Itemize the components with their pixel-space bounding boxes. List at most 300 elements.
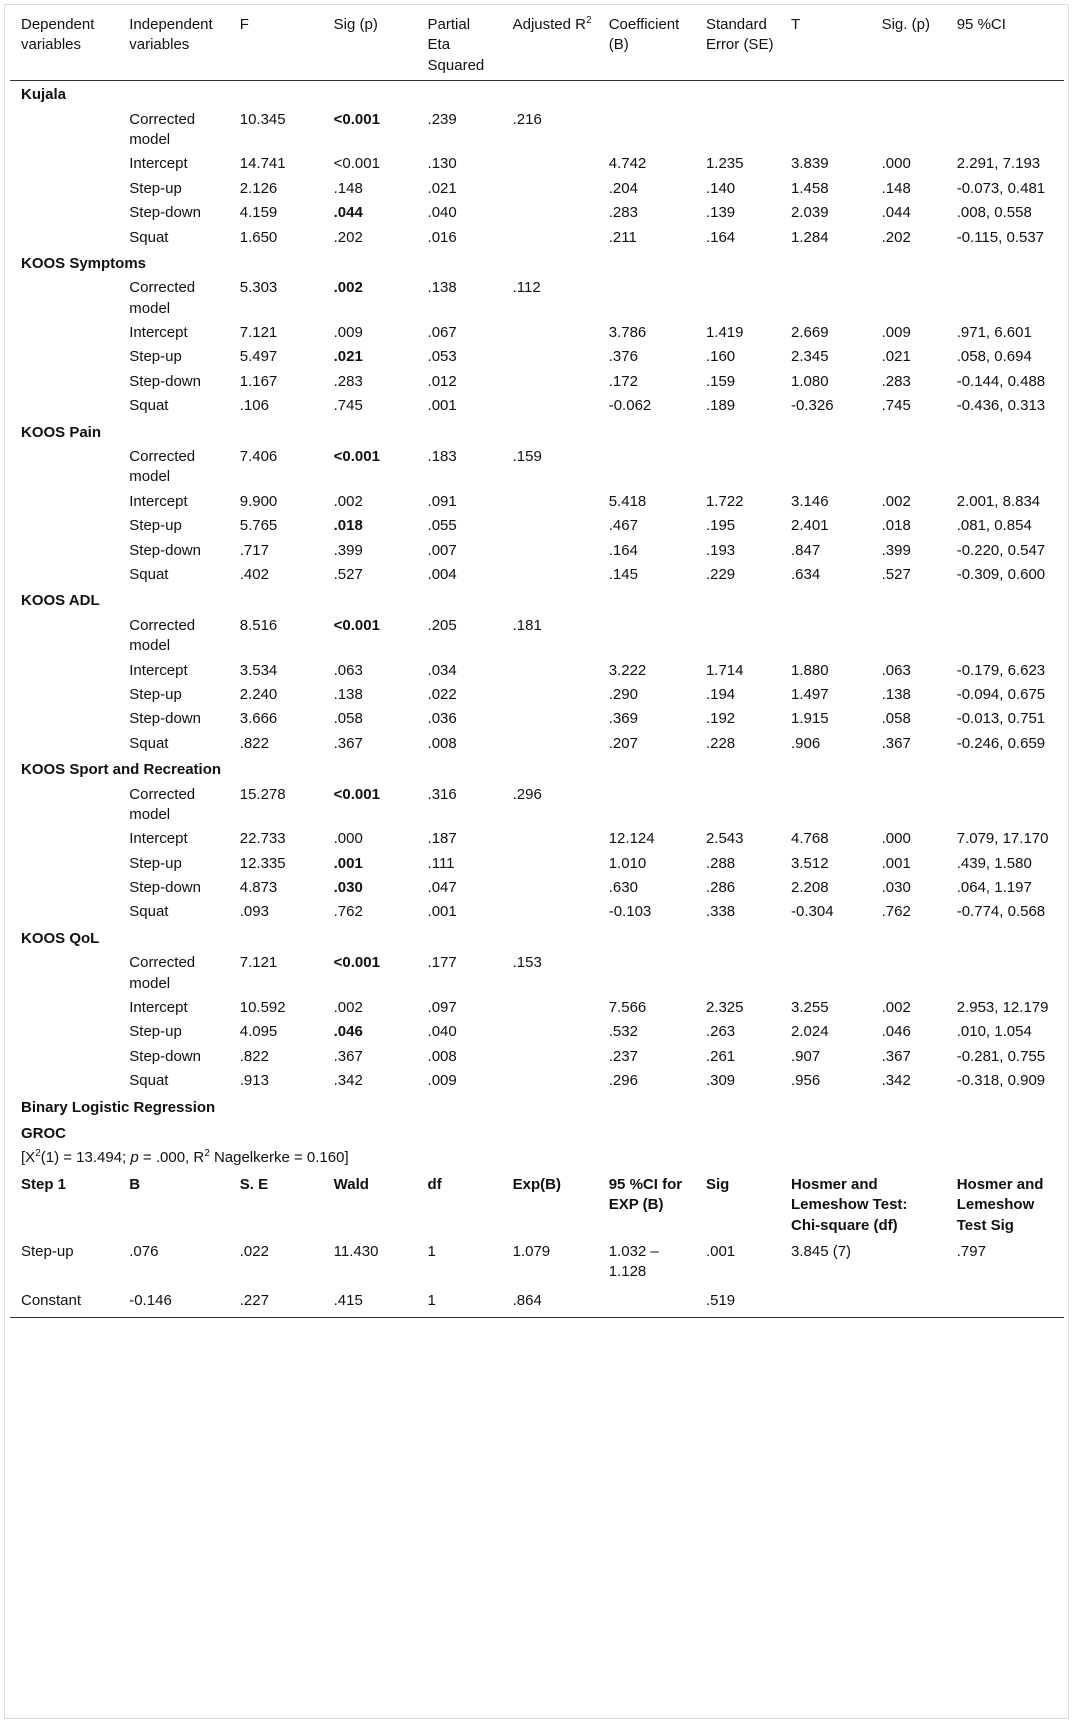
standard-error-cell	[695, 614, 780, 659]
table-row	[10, 490, 1064, 514]
adjusted-r2-cell: .159	[512, 448, 542, 466]
f-cell: 2.240	[239, 685, 278, 703]
logistic-se-cell: .022	[239, 1242, 269, 1260]
sig-cell	[871, 276, 946, 321]
ci-cell	[946, 108, 1064, 153]
logistic-se-cell: .227	[229, 1287, 323, 1318]
logistic-row	[10, 1287, 1064, 1318]
dependent-variable-cell	[10, 1069, 118, 1093]
f-cell: 5.765	[239, 517, 278, 535]
partial-eta-cell: .036	[427, 710, 457, 728]
adjusted-r2-cell: .112	[512, 279, 541, 297]
coefficient-cell	[598, 108, 695, 153]
coefficient-cell: 5.418	[608, 492, 647, 510]
coefficient-cell: .467	[608, 517, 638, 535]
partial-eta-cell: .040	[427, 204, 457, 222]
adjusted-r2-cell	[502, 177, 598, 201]
independent-variable-cell: Step-down	[129, 1047, 201, 1065]
sig-p-bold: <0.001	[333, 110, 380, 128]
partial-eta-cell: .034	[427, 661, 457, 679]
logistic-stats-row	[10, 1146, 1064, 1170]
ci-cell: .439, 1.580	[956, 854, 1032, 872]
section-title: KOOS Sport and Recreation	[21, 761, 222, 779]
t-cell	[780, 783, 871, 828]
sig-p-cell: .745	[333, 397, 363, 415]
logistic-header-hl-sig: Hosmer and Lemeshow Test Sig	[956, 1175, 1044, 1234]
table-row	[10, 827, 1064, 851]
t-cell: 1.080	[791, 372, 829, 390]
partial-eta-cell: .008	[427, 1047, 457, 1065]
f-cell: .822	[239, 734, 269, 752]
logistic-header-wald: Wald	[333, 1175, 369, 1193]
sig-p-cell	[323, 614, 417, 659]
sig-p-cell	[323, 108, 417, 153]
header-coefficient: Coefficient (B)	[598, 10, 695, 81]
independent-variable-cell: Intercept	[129, 492, 188, 510]
standard-error-cell: .195	[705, 517, 736, 535]
r-superscript: 2	[204, 1148, 210, 1160]
standard-error-cell: .229	[705, 565, 736, 583]
logistic-header-ci-exp-b: 95 %CI for EXP (B)	[608, 1175, 683, 1214]
independent-variable-cell: Squat	[129, 734, 169, 752]
standard-error-cell: .140	[705, 179, 736, 197]
coefficient-cell: .207	[608, 734, 638, 752]
chi-prefix: [X	[21, 1149, 36, 1167]
adjusted-r2-cell	[502, 1045, 598, 1069]
ci-cell: -0.013, 0.751	[956, 710, 1046, 728]
independent-variable-cell: Step-up	[129, 348, 182, 366]
table-row	[10, 201, 1064, 225]
dependent-variable-cell	[10, 659, 118, 683]
adjusted-r2-cell: .153	[512, 954, 542, 972]
dependent-variable-cell	[10, 996, 118, 1020]
ci-cell: -0.309, 0.600	[956, 565, 1046, 583]
partial-eta-cell: .001	[427, 397, 457, 415]
sig-cell: .044	[881, 204, 911, 222]
standard-error-cell	[695, 783, 780, 828]
standard-error-cell: 2.543	[705, 830, 744, 848]
partial-eta-cell: .008	[427, 734, 457, 752]
sig-p-bold: <0.001	[333, 785, 380, 803]
table-row	[10, 152, 1064, 176]
coefficient-cell: .237	[608, 1047, 638, 1065]
section-header-row	[10, 250, 1064, 276]
sig-p-cell: .367	[333, 734, 363, 752]
ci-cell: -0.774, 0.568	[956, 903, 1046, 921]
partial-eta-cell: .177	[427, 954, 457, 972]
sig-cell	[871, 951, 946, 996]
table-row	[10, 345, 1064, 369]
t-cell: 1.497	[791, 685, 829, 703]
t-cell	[780, 614, 871, 659]
adjusted-r2-cell	[502, 852, 598, 876]
ci-cell: .008, 0.558	[956, 204, 1032, 222]
header-adjusted-r2	[502, 10, 598, 81]
table-row	[10, 951, 1064, 996]
standard-error-cell: .164	[705, 228, 736, 246]
standard-error-cell: .193	[705, 541, 736, 559]
dependent-variable-cell	[10, 514, 118, 538]
partial-eta-cell: .004	[427, 565, 457, 583]
adjusted-r2-cell	[502, 659, 598, 683]
sig-p-cell	[323, 1020, 417, 1044]
sig-cell: .745	[881, 397, 911, 415]
sig-p-cell: .342	[333, 1072, 363, 1090]
f-cell: 1.650	[239, 228, 278, 246]
table-row	[10, 1020, 1064, 1044]
table-row	[10, 514, 1064, 538]
partial-eta-cell: .021	[427, 179, 457, 197]
f-cell: 3.534	[239, 661, 278, 679]
sig-p-cell: .762	[333, 903, 363, 921]
independent-variable-cell: Corrected model	[129, 616, 196, 655]
f-cell: 2.126	[239, 179, 278, 197]
table-row	[10, 732, 1064, 756]
t-cell: 4.768	[791, 830, 829, 848]
t-cell: 3.839	[791, 155, 829, 173]
table-row	[10, 852, 1064, 876]
ci-cell: 2.953, 12.179	[956, 999, 1049, 1017]
t-cell: -0.326	[791, 397, 834, 415]
f-cell: 4.095	[239, 1023, 278, 1041]
p-italic: p	[130, 1149, 139, 1167]
partial-eta-cell: .022	[427, 685, 457, 703]
f-cell: 12.335	[239, 854, 286, 872]
ci-cell	[946, 614, 1064, 659]
sig-p-cell	[323, 876, 417, 900]
partial-eta-cell: .016	[427, 228, 457, 246]
sig-cell: .030	[881, 879, 911, 897]
dependent-variable-cell	[10, 490, 118, 514]
r-rest: Nagelkerke = 0.160]	[209, 1149, 349, 1167]
standard-error-cell	[695, 108, 780, 153]
adjusted-r2-cell	[502, 321, 598, 345]
partial-eta-cell: .097	[427, 999, 457, 1017]
chi-superscript: 2	[35, 1148, 41, 1160]
table-row	[10, 445, 1064, 490]
partial-eta-cell: .055	[427, 517, 457, 535]
coefficient-cell	[598, 614, 695, 659]
ci-cell: .010, 1.054	[956, 1023, 1032, 1041]
ci-cell: 7.079, 17.170	[956, 830, 1049, 848]
adjusted-r2-cell	[502, 345, 598, 369]
logistic-stats	[10, 1146, 1064, 1170]
f-cell: 4.159	[239, 204, 278, 222]
header-dependent-variables: Dependent variables	[10, 10, 118, 81]
section-header-row	[10, 756, 1064, 782]
dependent-variable-cell	[10, 852, 118, 876]
sig-p-bold: .044	[333, 204, 363, 222]
ci-cell: -0.094, 0.675	[956, 685, 1046, 703]
sig-p-bold: .018	[333, 517, 363, 535]
independent-variable-cell: Step-up	[129, 179, 182, 197]
sig-p-cell: .202	[333, 228, 363, 246]
ci-cell	[946, 445, 1064, 490]
table-row	[10, 177, 1064, 201]
standard-error-cell: 1.419	[705, 324, 744, 342]
coefficient-cell: .630	[608, 879, 638, 897]
section-title: KOOS Symptoms	[21, 254, 147, 272]
ci-cell: .081, 0.854	[956, 517, 1032, 535]
table-row	[10, 783, 1064, 828]
table-row	[10, 876, 1064, 900]
dependent-variable-cell	[10, 707, 118, 731]
sig-cell: .148	[881, 179, 911, 197]
adjusted-r2-cell	[502, 370, 598, 394]
f-cell: 7.121	[239, 954, 278, 972]
sig-cell: .202	[881, 228, 911, 246]
coefficient-cell: 3.222	[608, 661, 647, 679]
adjusted-r2-cell	[502, 876, 598, 900]
coefficient-cell	[598, 783, 695, 828]
logistic-df-cell: 1	[427, 1242, 436, 1260]
sig-p-cell	[323, 951, 417, 996]
sig-p-bold: .002	[333, 279, 363, 297]
t-cell: .847	[791, 541, 821, 559]
sig-p-cell	[323, 276, 417, 321]
header-sig-p2: Sig. (p)	[871, 10, 946, 81]
t-cell: .907	[791, 1047, 821, 1065]
partial-eta-cell: .007	[427, 541, 457, 559]
sig-p-cell	[323, 445, 417, 490]
ci-cell: 2.291, 7.193	[956, 155, 1041, 173]
table-row	[10, 226, 1064, 250]
header-t: T	[780, 10, 871, 81]
sig-cell: .762	[881, 903, 911, 921]
coefficient-cell: .532	[608, 1023, 638, 1041]
t-cell: 1.458	[791, 179, 829, 197]
standard-error-cell: .160	[705, 348, 736, 366]
logistic-step-cell: Constant	[10, 1287, 118, 1318]
logistic-hl-sig-cell: .797	[956, 1242, 986, 1260]
f-cell: 1.167	[239, 372, 278, 390]
partial-eta-cell: .205	[427, 616, 457, 634]
table-body	[10, 81, 1064, 1318]
coefficient-cell: 1.010	[608, 854, 647, 872]
ci-cell: -0.220, 0.547	[956, 541, 1046, 559]
f-cell: 5.497	[239, 348, 278, 366]
table-row	[10, 276, 1064, 321]
dependent-variable-cell	[10, 226, 118, 250]
coefficient-cell	[598, 445, 695, 490]
coefficient-cell: 12.124	[608, 830, 655, 848]
dependent-variable-cell	[10, 783, 118, 828]
adjusted-r2-cell	[502, 732, 598, 756]
table-row	[10, 1045, 1064, 1069]
sig-cell	[871, 614, 946, 659]
logistic-header-b: B	[129, 1175, 141, 1193]
dependent-variable-cell	[10, 201, 118, 225]
logistic-sig-cell: .001	[705, 1242, 736, 1260]
adjusted-r2-cell: .216	[512, 110, 542, 128]
sig-p-bold: .021	[333, 348, 363, 366]
dependent-variable-cell	[10, 1045, 118, 1069]
t-cell	[780, 951, 871, 996]
t-cell: 2.401	[791, 517, 829, 535]
partial-eta-cell: .040	[427, 1023, 457, 1041]
coefficient-cell: -0.103	[608, 903, 652, 921]
independent-variable-cell: Intercept	[129, 999, 188, 1017]
table-row	[10, 563, 1064, 587]
regression-table	[10, 10, 1064, 1318]
independent-variable-cell: Step-up	[129, 517, 182, 535]
coefficient-cell: .296	[608, 1072, 638, 1090]
f-cell: .093	[239, 903, 269, 921]
adjusted-r2-cell	[502, 394, 598, 418]
standard-error-cell: .228	[705, 734, 736, 752]
adjusted-r2-cell	[502, 827, 598, 851]
standard-error-cell	[695, 445, 780, 490]
adjusted-r2-cell	[502, 1020, 598, 1044]
dependent-variable-cell	[10, 1020, 118, 1044]
sig-p-cell	[323, 514, 417, 538]
independent-variable-cell: Intercept	[129, 661, 188, 679]
logistic-df-cell: 1	[417, 1287, 502, 1318]
sig-cell: .399	[881, 541, 911, 559]
adjusted-r2-cell	[502, 1069, 598, 1093]
sig-p-bold: .046	[333, 1023, 363, 1041]
independent-variable-cell: Intercept	[129, 155, 188, 173]
f-cell: 4.873	[239, 879, 278, 897]
dependent-variable-cell	[10, 900, 118, 924]
logistic-header-sig: Sig	[705, 1175, 730, 1193]
header-r-superscript: 2	[585, 15, 592, 26]
header-standard-error: Standard Error (SE)	[695, 10, 780, 81]
sig-cell: .367	[881, 734, 911, 752]
f-cell: 22.733	[239, 830, 286, 848]
adjusted-r2-cell	[502, 683, 598, 707]
section-spacer	[118, 419, 1064, 445]
table-row	[10, 683, 1064, 707]
header-ci: 95 %CI	[946, 10, 1064, 81]
sig-cell: .000	[881, 155, 911, 173]
t-cell: 3.146	[791, 492, 829, 510]
header-row	[10, 10, 1064, 81]
sig-p-cell: .002	[333, 999, 363, 1017]
sig-cell: .021	[881, 348, 911, 366]
sig-cell	[871, 445, 946, 490]
logistic-title: Binary Logistic Regression	[21, 1098, 216, 1116]
dependent-variable-cell	[10, 951, 118, 996]
header-adjusted-r-label: Adjusted R	[512, 16, 586, 33]
f-cell: .717	[239, 541, 269, 559]
table-row	[10, 900, 1064, 924]
partial-eta-cell: .138	[427, 279, 457, 297]
partial-eta-cell: .047	[427, 879, 457, 897]
adjusted-r2-cell	[502, 514, 598, 538]
adjusted-r2-cell: .181	[512, 616, 542, 634]
coefficient-cell: .290	[608, 685, 638, 703]
sig-p-cell: .138	[333, 685, 363, 703]
t-cell: 2.024	[791, 1023, 829, 1041]
dependent-variable-cell	[10, 108, 118, 153]
independent-variable-cell: Intercept	[129, 324, 188, 342]
coefficient-cell: .164	[608, 541, 638, 559]
sig-cell: .063	[881, 661, 911, 679]
adjusted-r2-cell	[502, 490, 598, 514]
sig-cell: .367	[881, 1047, 911, 1065]
dependent-variable-cell	[10, 827, 118, 851]
sig-p-cell: .002	[333, 492, 363, 510]
t-cell: 3.512	[791, 854, 829, 872]
independent-variable-cell: Squat	[129, 903, 169, 921]
f-cell: 15.278	[239, 785, 286, 803]
table-row	[10, 321, 1064, 345]
coefficient-cell: 3.786	[608, 324, 647, 342]
partial-eta-cell: .009	[427, 1072, 457, 1090]
partial-eta-cell: .053	[427, 348, 457, 366]
independent-variable-cell: Step-up	[129, 854, 182, 872]
independent-variable-cell: Step-up	[129, 685, 182, 703]
dependent-variable-cell	[10, 614, 118, 659]
independent-variable-cell: Squat	[129, 228, 169, 246]
adjusted-r2-cell: .296	[512, 785, 542, 803]
standard-error-cell	[695, 951, 780, 996]
ci-cell: .971, 6.601	[956, 324, 1032, 342]
partial-eta-cell: .067	[427, 324, 457, 342]
sig-p-bold: .001	[333, 854, 363, 872]
logistic-header-df: df	[427, 1175, 442, 1193]
table-row	[10, 370, 1064, 394]
partial-eta-cell: .183	[427, 448, 457, 466]
dependent-variable-cell	[10, 370, 118, 394]
logistic-header-exp-b: Exp(B)	[512, 1175, 561, 1193]
independent-variable-cell: Step-down	[129, 541, 201, 559]
coefficient-cell: .211	[608, 228, 637, 246]
logistic-sig-cell: .519	[695, 1287, 780, 1318]
adjusted-r2-cell	[502, 201, 598, 225]
dependent-variable-cell	[10, 732, 118, 756]
dependent-variable-cell	[10, 321, 118, 345]
sig-p-cell: .367	[333, 1047, 363, 1065]
ci-cell: -0.115, 0.537	[956, 228, 1045, 246]
ci-cell: .058, 0.694	[956, 348, 1032, 366]
dependent-variable-cell	[10, 152, 118, 176]
sig-p-cell: .283	[333, 372, 363, 390]
logistic-hl-sig-cell	[946, 1287, 1064, 1318]
partial-eta-cell: .130	[427, 155, 457, 173]
dependent-variable-cell	[10, 683, 118, 707]
sig-cell: .002	[881, 999, 911, 1017]
coefficient-cell: .145	[608, 565, 638, 583]
t-cell	[780, 445, 871, 490]
adjusted-r2-cell	[502, 539, 598, 563]
t-cell: 2.345	[791, 348, 829, 366]
dependent-variable-cell	[10, 345, 118, 369]
logistic-step-cell: Step-up	[21, 1242, 74, 1260]
sig-p-cell	[323, 852, 417, 876]
dependent-variable-cell	[10, 563, 118, 587]
f-cell: 10.592	[239, 999, 286, 1017]
standard-error-cell: 1.722	[705, 492, 744, 510]
f-cell: 9.900	[239, 492, 278, 510]
header-f: F	[229, 10, 323, 81]
partial-eta-cell: .001	[427, 903, 457, 921]
logistic-title-row	[10, 1094, 1064, 1120]
partial-eta-cell: .111	[427, 854, 455, 872]
independent-variable-cell: Step-down	[129, 879, 201, 897]
sig-cell: .058	[881, 710, 911, 728]
independent-variable-cell: Corrected model	[129, 448, 196, 486]
t-cell	[780, 276, 871, 321]
independent-variable-cell: Intercept	[129, 830, 188, 848]
section-header-row	[10, 925, 1064, 951]
logistic-header-step: Step 1	[21, 1175, 67, 1193]
independent-variable-cell: Corrected model	[129, 785, 196, 823]
section-title: KOOS ADL	[21, 592, 100, 610]
standard-error-cell: .309	[705, 1072, 736, 1090]
sig-p-cell: .009	[333, 324, 363, 342]
